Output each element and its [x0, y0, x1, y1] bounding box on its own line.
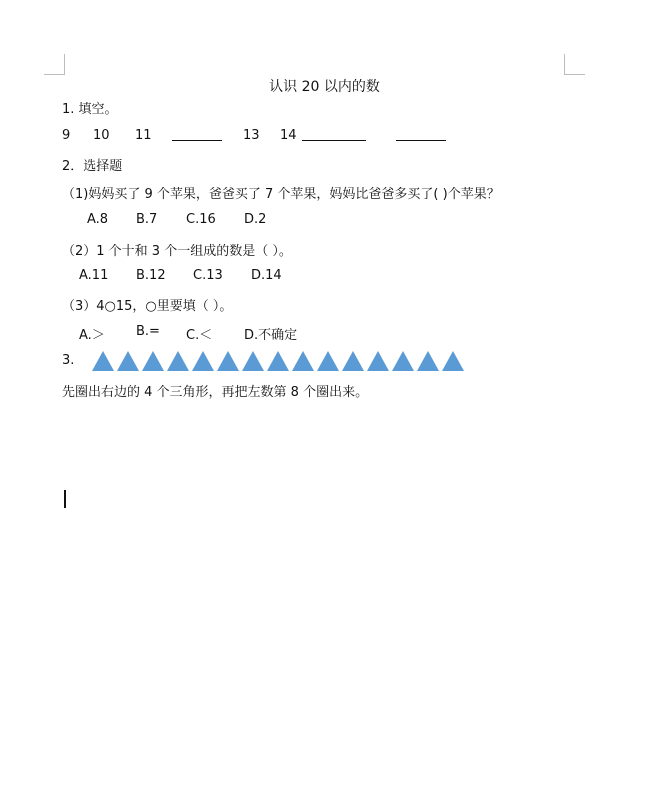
option-b[interactable]: B.7: [136, 212, 158, 227]
option-a[interactable]: A.＞: [79, 328, 105, 343]
triangle-shape[interactable]: [192, 351, 214, 371]
q1-answer-blank[interactable]: [396, 140, 446, 141]
option-d[interactable]: D.14: [251, 268, 282, 283]
triangle-shape[interactable]: [317, 351, 339, 371]
triangle-shape[interactable]: [417, 351, 439, 371]
option-c[interactable]: C.13: [193, 268, 223, 283]
triangle-shape[interactable]: [142, 351, 164, 371]
q2-heading: 2．选择题: [62, 159, 123, 174]
triangle-shape[interactable]: [367, 351, 389, 371]
triangle-shape[interactable]: [392, 351, 414, 371]
triangle-shape[interactable]: [92, 351, 114, 371]
option-b[interactable]: B.=: [136, 324, 160, 339]
page-corner-mark-top-left: [44, 54, 65, 75]
q1-number: 9: [62, 128, 71, 143]
q2-sub3-question: （3）4○15，○里要填（ ）。: [62, 299, 233, 314]
triangle-shape[interactable]: [442, 351, 464, 371]
option-a[interactable]: A.11: [79, 268, 109, 283]
option-d[interactable]: D.不确定: [244, 328, 298, 343]
option-c[interactable]: C.＜: [186, 328, 213, 343]
triangle-shape[interactable]: [242, 351, 264, 371]
triangle-shape[interactable]: [217, 351, 239, 371]
q1-heading: 1. 填空。: [62, 102, 118, 117]
q3-instruction: 先圈出右边的 4 个三角形，再把左数第 8 个圈出来。: [62, 385, 369, 400]
triangle-shape[interactable]: [267, 351, 289, 371]
triangle-shape[interactable]: [292, 351, 314, 371]
q2-sub1-question: （1)妈妈买了 9 个苹果，爸爸买了 7 个苹果，妈妈比爸爸多买了( )个苹果？: [62, 187, 500, 202]
q3-label: 3.: [62, 353, 75, 368]
q1-answer-blank[interactable]: [302, 140, 366, 141]
q3-triangle-row: [92, 351, 464, 371]
option-c[interactable]: C.16: [186, 212, 216, 227]
q2-sub2-question: （2）1 个十和 3 个一组成的数是（ ）。: [62, 244, 292, 259]
triangle-shape[interactable]: [117, 351, 139, 371]
q1-number: 13: [243, 128, 260, 143]
q1-number: 14: [280, 128, 297, 143]
document-title: 认识 20 以内的数: [269, 79, 380, 95]
triangle-shape[interactable]: [167, 351, 189, 371]
triangle-shape[interactable]: [342, 351, 364, 371]
q1-number: 10: [93, 128, 110, 143]
option-b[interactable]: B.12: [136, 268, 166, 283]
page-corner-mark-top-right: [564, 54, 585, 75]
q1-answer-blank[interactable]: [172, 140, 222, 141]
option-d[interactable]: D.2: [244, 212, 267, 227]
q1-number: 11: [135, 128, 152, 143]
option-a[interactable]: A.8: [87, 212, 109, 227]
text-cursor: [64, 490, 66, 508]
